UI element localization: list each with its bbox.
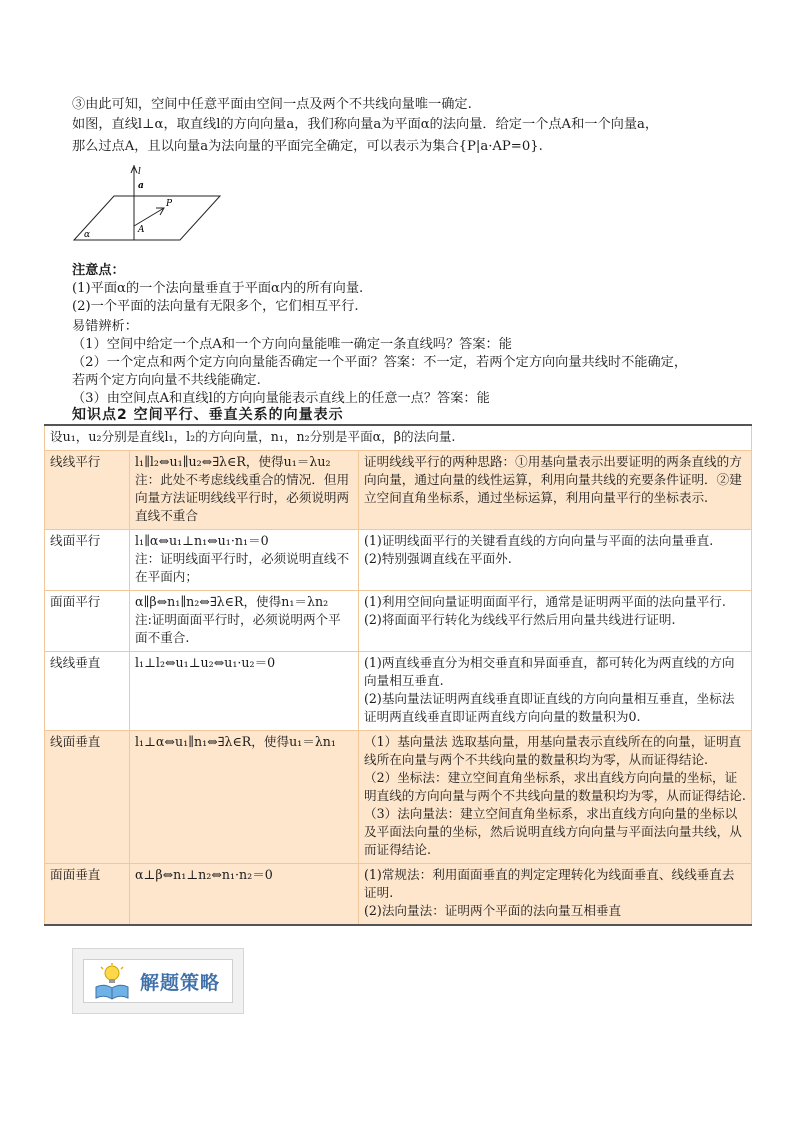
section-heading: 知识点2 空间平行、垂直关系的向量表示 <box>72 407 344 423</box>
lightbulb-book-icon <box>92 963 132 1001</box>
table-row <box>45 652 752 731</box>
relation-name: 线线垂直 <box>45 652 130 731</box>
relation-name: 面面平行 <box>45 591 130 652</box>
relation-name: 面面垂直 <box>45 864 130 926</box>
easy-mistake-q2: （2）一个定点和两个定方向向量能否确定一个平面？答案：不一定，若两个定方向向量共线时不能确定， <box>72 355 688 370</box>
label-a: a <box>138 181 144 191</box>
label-P: P <box>166 199 173 209</box>
strategy-badge <box>72 948 244 1014</box>
easy-mistake-q2-cont: 若两个定方向向量不共线能确定. <box>72 373 261 388</box>
relation-name: 线线平行 <box>45 451 130 530</box>
relation-description: (1)常规法：利用面面垂直的判定定理转化为线面垂直、线线垂直去证明. (2)法向量法：证明两个平面的法向量互相垂直 <box>359 864 752 926</box>
relation-formula: l₁∥l₂⇔u₁∥u₂⇔∃λ∈R，使得u₁＝λu₂ 注：此处不考虑线线重合的情况．但用向量方法证明线线平行时，必须说明两直线不重合 <box>130 451 359 530</box>
relation-name: 线面垂直 <box>45 731 130 864</box>
relation-description: 证明线线平行的两种思路：①用基向量表示出要证明的两条直线的方向向量，通过向量的线性运算，利用向量共线的充要条件证明．②建立空间直角坐标系，通过坐标运算，利用向量平行的坐标表示. <box>359 451 752 530</box>
note-item-1: (1)平面α的一个法向量垂直于平面α内的所有向量. <box>72 281 364 296</box>
relation-description: (1)证明线面平行的关键看直线的方向向量与平面的法向量垂直. (2)特别强调直线在平面外. <box>359 530 752 591</box>
relation-formula: α⊥β⇔n₁⊥n₂⇔n₁·n₂＝0 <box>130 864 359 926</box>
relation-formula: α∥β⇔n₁∥n₂⇔∃λ∈R，使得n₁＝λn₂ 注:证明面面平行时，必须说明两个平面不重合. <box>130 591 359 652</box>
easy-mistake-title: 易错辨析： <box>72 319 138 334</box>
vector-ap <box>134 208 164 226</box>
note-item-2: (2)一个平面的法向量有无限多个，它们相互平行. <box>72 299 359 314</box>
label-l: l <box>138 167 141 177</box>
intro-line-1: ③由此可知，空间中任意平面由空间一点及两个不共线向量唯一确定. <box>72 97 472 112</box>
label-A: A <box>138 225 145 235</box>
vector-relations-table <box>44 424 752 926</box>
table-row <box>45 451 752 530</box>
relation-formula: l₁⊥α⇔u₁∥n₁⇔∃λ∈R，使得u₁＝λn₁ <box>130 731 359 864</box>
relation-description: （1）基向量法 选取基向量，用基向量表示直线所在的向量，证明直线所在向量与两个不共线向量的数量积均为零，从而证得结论. （2）坐标法：建立空间直角坐标系，求出直线方向向量的坐标，证明直线的方向向量与两个不共线向量的数量积均为零，从而证得结论. （3）法向量法：建立空间直角坐标系，求出直线方向向量的坐标以及平面法向量的坐标，然后说明直线方向向量与平面法向量共线，从而证得结论. <box>359 731 752 864</box>
normal-vector-figure <box>72 164 222 244</box>
table-header-cell: 设u₁，u₂分别是直线l₁，l₂的方向向量，n₁，n₂分别是平面α，β的法向量. <box>45 425 752 451</box>
relation-description: (1)利用空间向量证明面面平行，通常是证明两平面的法向量平行. (2)将面面平行转化为线线平行然后用向量共线进行证明. <box>359 591 752 652</box>
strategy-label: 解题策略 <box>140 972 221 994</box>
table-header-row <box>45 425 752 451</box>
relation-formula: l₁⊥l₂⇔u₁⊥u₂⇔u₁·u₂＝0 <box>130 652 359 731</box>
easy-mistake-q3: （3）由空间点A和直线l的方向向量能表示直线上的任意一点？答案：能 <box>72 391 490 406</box>
label-alpha: α <box>84 230 91 240</box>
relation-name: 线面平行 <box>45 530 130 591</box>
intro-line-2: 如图，直线l⊥α，取直线l的方向向量a，我们称向量a为平面α的法向量．给定一个点A和一个向量a， <box>72 117 659 132</box>
table-row <box>45 864 752 926</box>
table-row <box>45 591 752 652</box>
table-row <box>45 731 752 864</box>
relation-description: (1)两直线垂直分为相交垂直和异面垂直，都可转化为两直线的方向向量相互垂直. (2)基向量法证明两直线垂直即证直线的方向向量相互垂直，坐标法证明两直线垂直即证两直线方向向量的数量积为0. <box>359 652 752 731</box>
relation-formula: l₁∥α⇔u₁⊥n₁⇔u₁·n₁＝0 注：证明线面平行时，必须说明直线不在平面内； <box>130 530 359 591</box>
notes-title: 注意点： <box>72 263 125 278</box>
table-row <box>45 530 752 591</box>
easy-mistake-q1: （1）空间中给定一个点A和一个方向向量能唯一确定一条直线吗？答案：能 <box>72 337 512 352</box>
intro-line-3: 那么过点A，且以向量a为法向量的平面完全确定，可以表示为集合{P|a·AP=0}. <box>72 139 543 154</box>
